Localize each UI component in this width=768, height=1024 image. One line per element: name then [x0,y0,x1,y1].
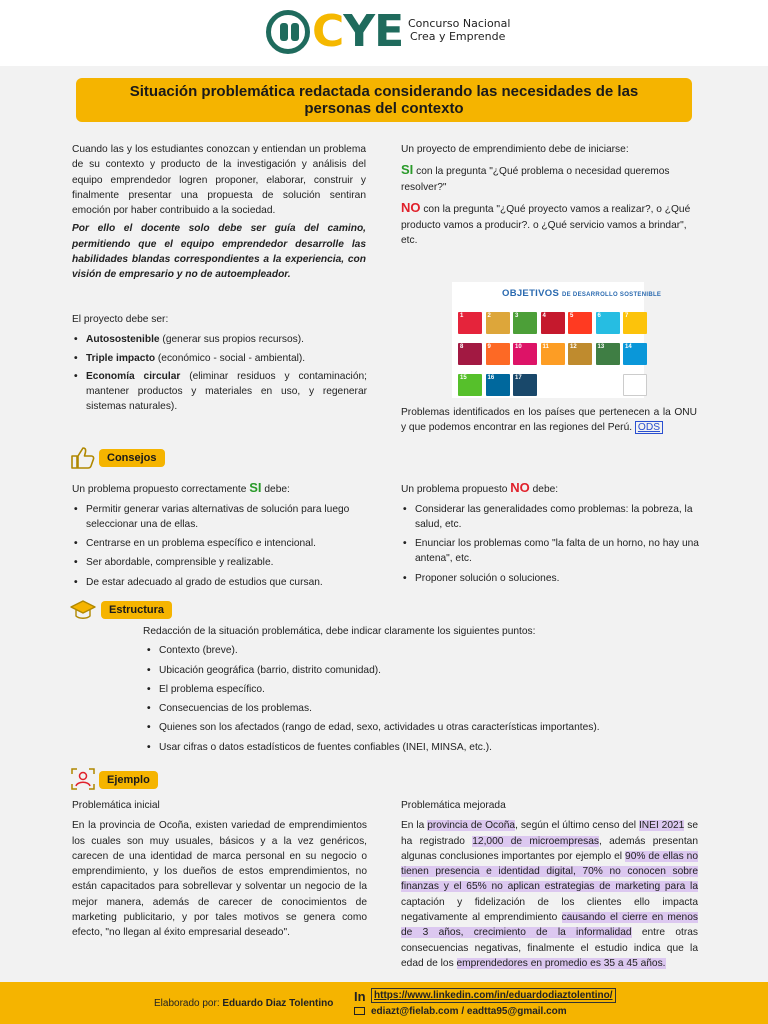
ods-tile: 13 [596,343,620,365]
mejorada-text: En la provincia de Ocoña, según el último censo del INEI 2021 se ha registrado 12,000 de microempresas, además presentan algunas conclusiones importantes por ejemplo el 90% de ellas no tienen presencia e identidad digital, 70% no conocen sobre finanzas y el 65% no aplican estrategias de marketing para la captación y fidelización de los clientes ello impacta negativamente al emprendimiento causando el cierre en menos de 3 años, crecimiento de la informalidad entre otras consecuencias negativas, finalmente el estudio indica que la edad de los emprendedores en promedio es 35 a 45 años. [401,820,699,969]
logo-wordmark: CYE [312,6,404,57]
ods-tile: 2 [486,312,510,334]
consejos-label: Consejos [99,449,165,467]
list-item: • Consecuencias de los problemas. [145,701,703,716]
intro-paragraph: Cuando las y los estudiantes conozcan y entiendan un problema de su contexto y producto de la investigación y análisis del equipo emprendedor logren proponer, elaborar, construir y finalmente presentar una propuesta de solución sentiran emoción por haber contribuido a la sociedad. [72,144,366,217]
ods-tile [596,374,620,396]
list-item: • Ubicación geográfica (barrio, distrito comunidad). [145,663,703,678]
list-item: • Contexto (breve). [145,643,703,658]
ods-tile: 11 [541,343,565,365]
estructura-label: Estructura [101,601,172,619]
ods-tile: 5 [568,312,592,334]
list-item: • De estar adecuado al grado de estudios que cursan. [72,575,372,590]
page-footer [0,982,768,1024]
ods-tile: 17 [513,374,537,396]
list-item: • Economía circular (eliminar residuos y contaminación; mantener productos y materiales en uso, y regenerar sistemas naturales). [72,369,367,415]
ods-tile [623,374,647,396]
start-heading: Un proyecto de emprendimiento debe de iniciarse: [401,144,629,155]
ods-title: OBJETIVOS DE DESARROLLO SOSTENIBLE [502,288,662,299]
page-header [0,0,768,66]
ods-tile: 6 [596,312,620,334]
project-heading: El proyecto debe ser: [72,314,169,325]
project-start-section [401,142,697,248]
page-title: Situación problemática redactada considerando las necesidades de las personas del contexto [129,83,639,117]
ods-tile: 15 [458,374,482,396]
linkedin-link[interactable]: https://www.linkedin.com/in/eduardodiaztolentino/ [371,988,616,1003]
list-item: • Triple impacto (económico - social - ambiental). [72,351,367,366]
project-list [72,332,367,414]
list-item: • Ser abordable, comprensible y realizable. [72,555,372,570]
author-credit: Elaborado por: Eduardo Diaz Tolentino [154,998,334,1009]
project-requirements [72,312,367,418]
ods-tile: 4 [541,312,565,334]
inicial-heading: Problemática inicial [72,800,160,811]
ods-tile-grid [458,312,647,396]
list-item: • El problema específico. [145,682,703,697]
start-si: SI con la pregunta "¿Qué problema o necesidad queremos resolver?" [401,162,670,193]
list-item: • Usar cifras o datos estadísticos de fuentes confiables (INEI, MINSA, etc.). [145,740,703,755]
consejos-no-intro: Un problema propuesto NO debe: [401,480,559,495]
mejorada-heading: Problemática mejorada [401,800,506,811]
list-item: • Quienes son los afectados (rango de edad, sexo, actividades u otras características importantes). [145,720,703,735]
logo-subtitle: Concurso Nacional Crea y Emprende [408,17,511,43]
estructura-intro: Redacción de la situación problemática, debe indicar claramente los siguientes puntos: [143,626,536,637]
user-profile-icon [70,767,96,791]
ods-link[interactable]: ODS [635,421,663,434]
ods-tile: 7 [623,312,647,334]
ods-tile: 9 [486,343,510,365]
ods-tile: 10 [513,343,537,365]
ods-tile: 1 [458,312,482,334]
mail-icon [354,1007,365,1015]
ejemplo-label: Ejemplo [99,771,158,789]
estructura-list [145,643,703,755]
consejos-si-section [72,478,372,594]
list-item: • Proponer solución o soluciones. [401,571,699,586]
inicial-text: En la provincia de Ocoña, existen variedad de emprendimientos los cuales son muy usuales, básicos y a la vez genéricos, carecen de una identidad de marca personal en su negocio o emprendimiento, y los dueños de estos emprendimientos, no están capacitados para sobrellevar y solventar un negocio de la mejor manera, además de carecer de conocimientos de marketing publicitario, y por tales motivos se genera como efecto, "no llegan al éxito empresarial deseado". [72,820,367,939]
intro-emphasis: Por ello el docente solo debe ser guía del camino, permitiendo que el equipo emprendedor desarrolle las habilidades blandas correspondientes a la experiencia, con visión de empresario y no de autoempleador. [72,223,366,281]
problematica-inicial [72,798,367,941]
graduation-cap-icon [70,598,96,622]
contact-emails: ediazt@fielab.com / eadtta95@gmail.com [371,1006,567,1017]
ods-tile [541,374,565,396]
estructura-section [143,624,703,759]
list-item: • Considerar las generalidades como problemas: la pobreza, la salud, etc. [401,502,699,533]
thumbs-up-icon [70,446,96,470]
consejos-no-section [401,478,699,590]
linkedin-icon: In [354,989,366,1004]
ods-tile: 8 [458,343,482,365]
cye-logo [266,6,404,57]
problematica-mejorada [401,798,698,971]
ods-tile: 14 [623,343,647,365]
list-item: • Autosostenible (generar sus propios recursos). [72,332,367,347]
ods-tile [568,374,592,396]
ods-caption: Problemas identificados en los países que pertenecen a la ONU y que podemos encontrar en las regiones del Perú. ODS [401,407,697,434]
list-item: • Permitir generar varias alternativas de solución para luego seleccionar una de ellas. [72,502,372,533]
consejos-si-list [72,502,372,590]
list-item: • Enunciar los problemas como "la falta de un horno, no hay una antena", etc. [401,536,699,567]
ods-tile: 12 [568,343,592,365]
page-title-banner [76,78,692,122]
people-logo-icon [266,10,310,54]
consejos-no-list [401,502,699,586]
intro-section [72,142,366,283]
list-item: • Centrarse en un problema específico e intencional. [72,536,372,551]
ods-tile: 16 [486,374,510,396]
consejos-si-intro: Un problema propuesto correctamente SI debe: [72,480,290,495]
start-no: NO con la pregunta "¿Qué proyecto vamos a realizar?, o ¿Qué producto vamos a producir?. o ¿Qué servicio vamos a brindar", etc. [401,200,691,246]
ods-tile: 3 [513,312,537,334]
